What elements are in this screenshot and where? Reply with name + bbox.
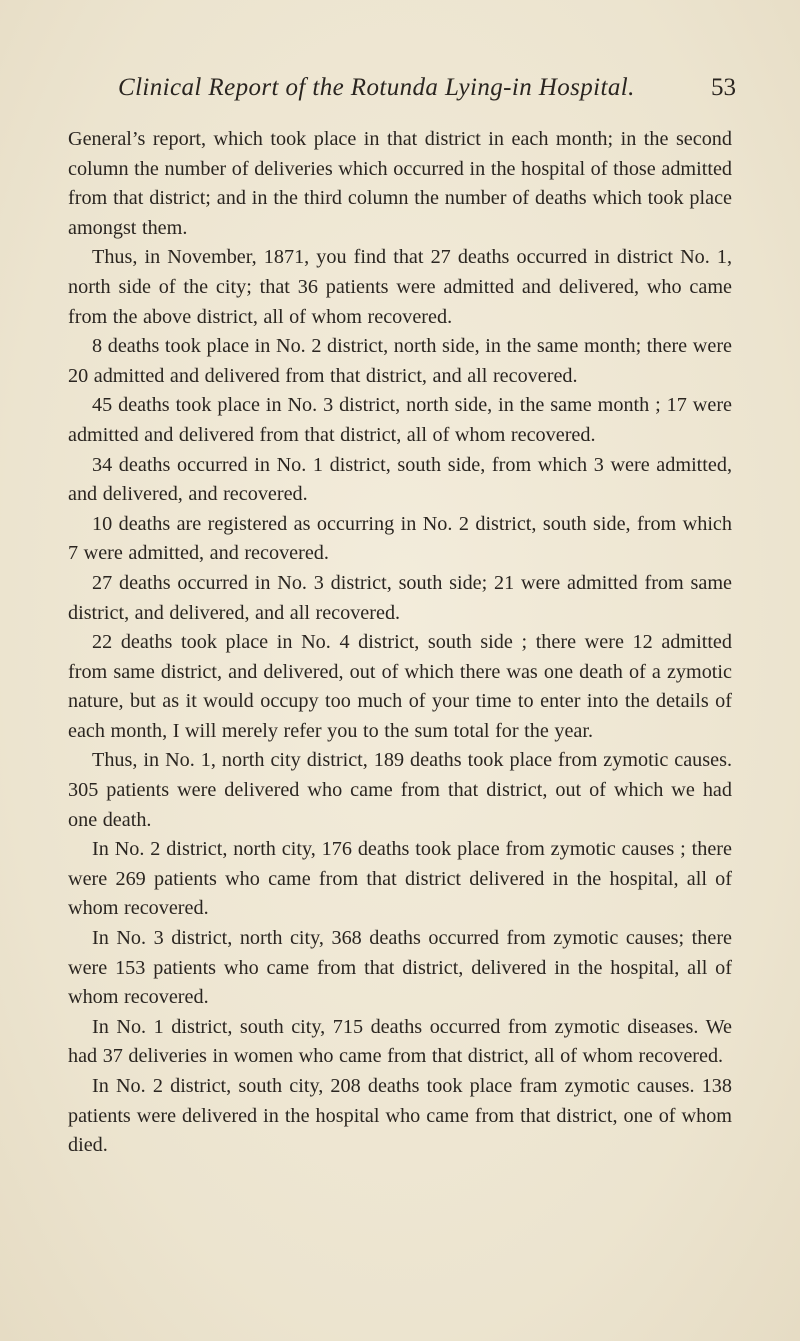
paragraph: In No. 2 district, north city, 176 deaths took place from zymotic causes ; there were 269 patients who came from that district delivered in the hospital, all of whom recovered. bbox=[68, 838, 732, 920]
paragraph: 34 deaths occurred in No. 1 district, south side, from which 3 were admitted, and delivered, and recovered. bbox=[68, 453, 732, 506]
paragraph: 22 deaths took place in No. 4 district, south side ; there were 12 admitted from same district, and delivered, out of which there was one death of a zymotic nature, but as it would occupy too much of your time to enter into the details of each month, I will merely refer you to the sum total for the year. bbox=[68, 631, 732, 742]
paragraph: 8 deaths took place in No. 2 district, north side, in the same month; there were 20 admitted and delivered from that district, and all recovered. bbox=[68, 335, 732, 387]
running-title: Clinical Report of the Rotunda Lying-in Hospital. bbox=[118, 74, 635, 101]
paragraph: In No. 1 district, south city, 715 deaths occurred from zymotic diseases. We had 37 deliveries in women who came from that district, all of whom recovered. bbox=[68, 1015, 732, 1068]
paragraph: Thus, in No. 1, north city district, 189 deaths took place from zymotic causes. 305 patients were delivered who came from that district, out of which we had one death. bbox=[68, 749, 732, 831]
paragraph: General’s report, which took place in that district in each month; in the second column the number of deliveries which occurred in the hospital of those admitted from that district; and in the third column the number of deaths which took place amongst them. bbox=[68, 128, 732, 239]
running-head bbox=[118, 74, 740, 114]
body-text bbox=[68, 125, 732, 1161]
page-number: 53 bbox=[711, 74, 736, 101]
paragraph: Thus, in November, 1871, you find that 27 deaths occurred in district No. 1, north side of the city; that 36 patients were admitted and delivered, who came from the above district, all of whom recovered. bbox=[68, 246, 732, 328]
paragraph: 27 deaths occurred in No. 3 district, south side; 21 were admitted from same district, and delivered, and all recovered. bbox=[68, 571, 732, 624]
paragraph: 45 deaths took place in No. 3 district, north side, in the same month ; 17 were admitted and delivered from that district, all of whom recovered. bbox=[68, 394, 732, 446]
paragraph: In No. 3 district, north city, 368 deaths occurred from zymotic causes; there were 153 patients who came from that district, delivered in the hospital, all of whom recovered. bbox=[68, 927, 732, 1009]
paragraph: In No. 2 district, south city, 208 deaths took place fram zymotic causes. 138 patients were delivered in the hospital who came from that district, one of whom died. bbox=[68, 1075, 732, 1157]
paragraph: 10 deaths are registered as occurring in No. 2 district, south side, from which 7 were admitted, and recovered. bbox=[68, 512, 732, 565]
